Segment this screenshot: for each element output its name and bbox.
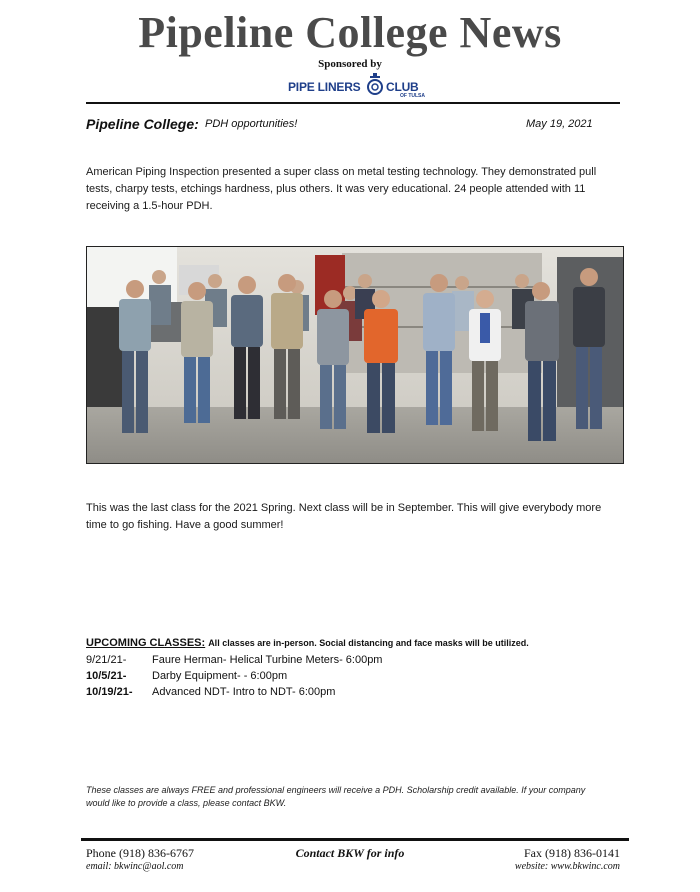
pipe-valve-icon <box>364 73 386 95</box>
newsletter-title: Pipeline College News <box>138 8 562 57</box>
pipe-liners-club-logo <box>286 72 426 100</box>
logo-subtext: OF TULSA <box>400 93 425 99</box>
class-title: Darby Equipment- - 6:00pm <box>152 670 288 682</box>
sponsored-by-label: Sponsored by <box>318 58 382 70</box>
class-title: Advanced NDT- Intro to NDT- 6:00pm <box>152 686 336 698</box>
intro-paragraph: American Piping Inspection presented a super class on metal testing technology. They demonstrated pull tests, charpy tests, etchings hardness, plus others. It was very educational. 24 people attended with 11 receiving a 1.5-hour PDH. <box>86 166 597 212</box>
footer-contact: Contact BKW for info <box>295 846 405 860</box>
footer-website[interactable]: website: www.bkwinc.com <box>514 861 620 872</box>
class-date: 10/19/21- <box>86 686 133 698</box>
footer-divider <box>81 838 629 841</box>
footnote-text: These classes are always FREE and professional engineers will receive a PDH. Scholarship credit available. If your company would like to provide a class, please contact BKW. <box>86 785 586 808</box>
upcoming-classes-heading <box>86 637 529 649</box>
section-title: Pipeline College: <box>86 116 199 132</box>
closing-paragraph: This was the last class for the 2021 Spring. Next class will be in September. This will give everybody more time to go fishing. Have a good summer! <box>86 502 602 531</box>
logo-text-left: PIPE LINERS <box>288 80 361 94</box>
header-divider <box>86 102 620 104</box>
group-photo <box>86 246 624 464</box>
class-item <box>86 686 335 698</box>
class-item <box>86 670 287 682</box>
group-photo-illustration <box>87 247 623 463</box>
footer-phone: Phone (918) 836-6767 <box>86 846 194 860</box>
logo-text-right: CLUB <box>386 80 419 94</box>
upcoming-classes-note: All classes are in-person. Social distancing and face masks will be utilized. <box>208 638 529 648</box>
class-title: Faure Herman- Helical Turbine Meters- 6:00pm <box>152 654 383 666</box>
footer-email[interactable]: email: bkwinc@aol.com <box>86 861 184 872</box>
class-item <box>86 654 382 666</box>
class-date: 10/5/21- <box>86 670 127 682</box>
class-date: 9/21/21- <box>86 654 127 666</box>
section-subtitle: PDH opportunities! <box>205 118 298 130</box>
upcoming-classes-label: UPCOMING CLASSES: <box>86 637 206 649</box>
issue-date: May 19, 2021 <box>526 118 593 130</box>
footer-fax: Fax (918) 836-0141 <box>524 846 620 860</box>
